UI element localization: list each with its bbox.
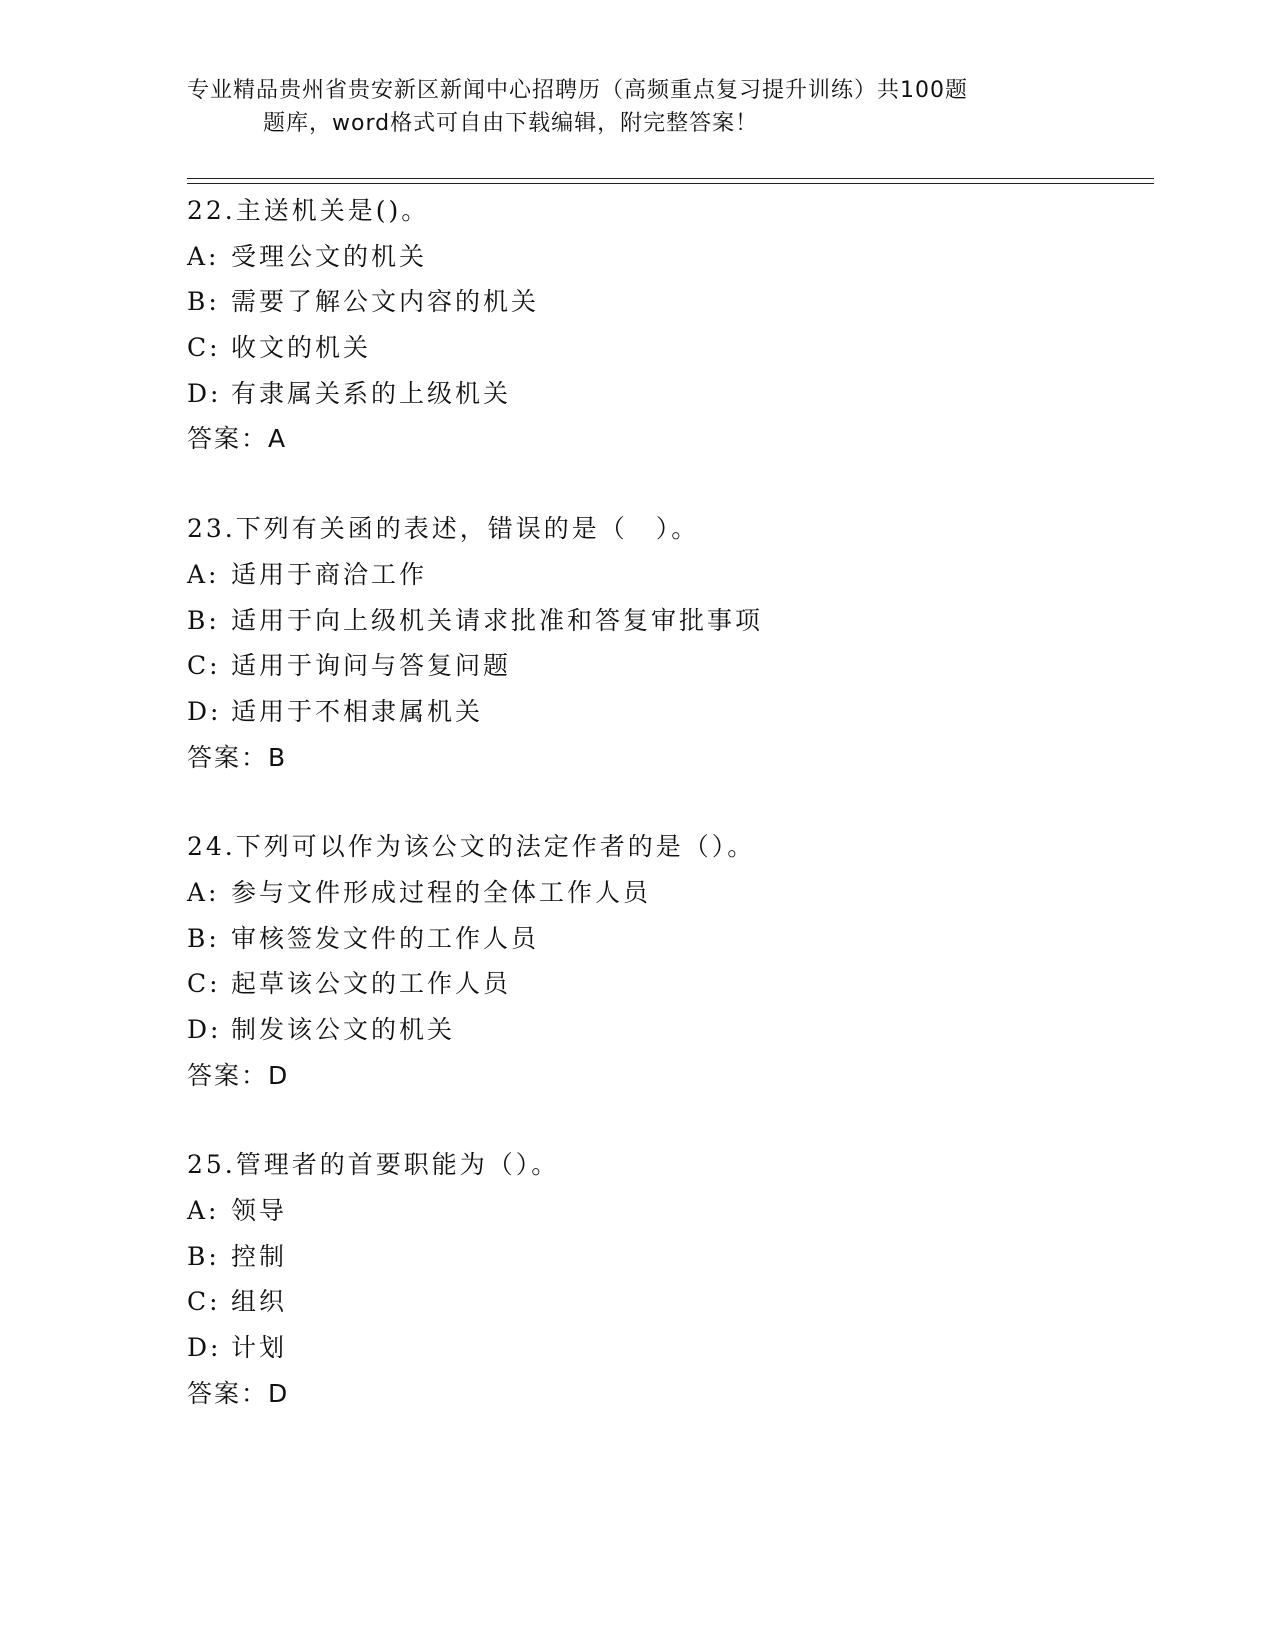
- option-text: 适用于不相隶属机关: [231, 696, 484, 726]
- answer-label: 答案：: [187, 742, 269, 772]
- option-text: 审核签发文件的工作人员: [231, 923, 540, 953]
- option-letter: A:: [187, 241, 220, 271]
- option-text: 需要了解公文内容的机关: [231, 287, 540, 317]
- option-c: [187, 961, 1147, 1007]
- question-22: [187, 188, 1147, 462]
- option-letter: D:: [187, 1333, 222, 1363]
- option-text: 参与文件形成过程的全体工作人员: [231, 877, 652, 907]
- option-text: 适用于询问与答复问题: [231, 651, 512, 681]
- option-b: [187, 916, 1147, 962]
- option-text: 起草该公文的工作人员: [231, 969, 512, 999]
- document-header: [187, 74, 1047, 140]
- option-text: 计划: [231, 1333, 288, 1363]
- option-letter: B:: [187, 287, 220, 317]
- option-b: [187, 1234, 1147, 1280]
- option-text: 适用于商洽工作: [231, 559, 428, 589]
- question-number: 24.: [187, 832, 236, 862]
- option-text: 有隶属关系的上级机关: [231, 378, 512, 408]
- header-title-line-2: 题库，word格式可自由下载编辑，附完整答案！: [263, 111, 759, 136]
- option-letter: D:: [187, 1015, 222, 1044]
- option-d: [187, 1007, 1147, 1053]
- option-letter: D:: [187, 378, 222, 408]
- option-text: 组织: [231, 1287, 288, 1317]
- question-25: [187, 1142, 1147, 1416]
- option-letter: C:: [187, 1287, 221, 1317]
- option-text: 适用于向上级机关请求批准和答复审批事项: [231, 605, 764, 635]
- question-text: 主送机关是()。: [235, 196, 430, 225]
- option-a: [187, 234, 1147, 280]
- option-letter: C:: [187, 333, 221, 363]
- question-list: [187, 188, 1147, 1461]
- question-24: [187, 824, 1147, 1098]
- answer-line: [187, 416, 1147, 462]
- question-number: 23.: [187, 514, 236, 544]
- answer-line: [187, 1371, 1147, 1417]
- question-stem: [187, 824, 1147, 870]
- option-d: [187, 1325, 1147, 1371]
- option-a: [187, 870, 1147, 916]
- header-divider-top: [187, 178, 1154, 179]
- question-text: 管理者的首要职能为（）。: [235, 1150, 560, 1180]
- option-b: [187, 598, 1147, 644]
- option-c: [187, 325, 1147, 371]
- header-divider-bottom: [187, 183, 1154, 184]
- answer-label: 答案：: [187, 424, 269, 454]
- answer-value: D: [268, 1060, 290, 1090]
- option-text: 收文的机关: [231, 333, 372, 363]
- option-b: [187, 279, 1147, 325]
- question-23: [187, 506, 1147, 780]
- question-stem: [187, 188, 1147, 234]
- option-letter: C:: [187, 651, 221, 681]
- option-letter: D:: [187, 696, 222, 726]
- answer-label: 答案：: [187, 1060, 269, 1090]
- answer-value: D: [268, 1378, 290, 1408]
- option-a: [187, 1188, 1147, 1234]
- question-stem: [187, 506, 1147, 552]
- option-letter: C:: [187, 969, 221, 999]
- option-a: [187, 552, 1147, 598]
- answer-line: [187, 735, 1147, 781]
- answer-value: B: [268, 742, 288, 772]
- answer-line: [187, 1053, 1147, 1099]
- option-text: 受理公文的机关: [231, 241, 428, 271]
- answer-value: A: [268, 424, 288, 454]
- option-letter: B:: [187, 1241, 220, 1271]
- option-letter: A:: [187, 1196, 220, 1226]
- header-title-line-1: 专业精品贵州省贵安新区新闻中心招聘历（高频重点复习提升训练）共100题: [187, 78, 968, 103]
- option-letter: A:: [187, 877, 220, 907]
- option-d: [187, 371, 1147, 417]
- question-number: 22.: [187, 196, 236, 225]
- option-letter: B:: [187, 605, 220, 635]
- question-text: 下列有关函的表述，错误的是（ ）。: [235, 514, 700, 544]
- question-number: 25.: [187, 1150, 236, 1180]
- option-d: [187, 689, 1147, 735]
- option-c: [187, 643, 1147, 689]
- option-text: 领导: [231, 1196, 288, 1226]
- option-letter: A:: [187, 559, 220, 589]
- question-stem: [187, 1142, 1147, 1188]
- option-c: [187, 1279, 1147, 1325]
- question-text: 下列可以作为该公文的法定作者的是（）。: [235, 832, 756, 862]
- option-text: 控制: [231, 1241, 288, 1271]
- option-letter: B:: [187, 923, 220, 953]
- answer-label: 答案：: [187, 1378, 269, 1408]
- option-text: 制发该公文的机关: [231, 1015, 456, 1044]
